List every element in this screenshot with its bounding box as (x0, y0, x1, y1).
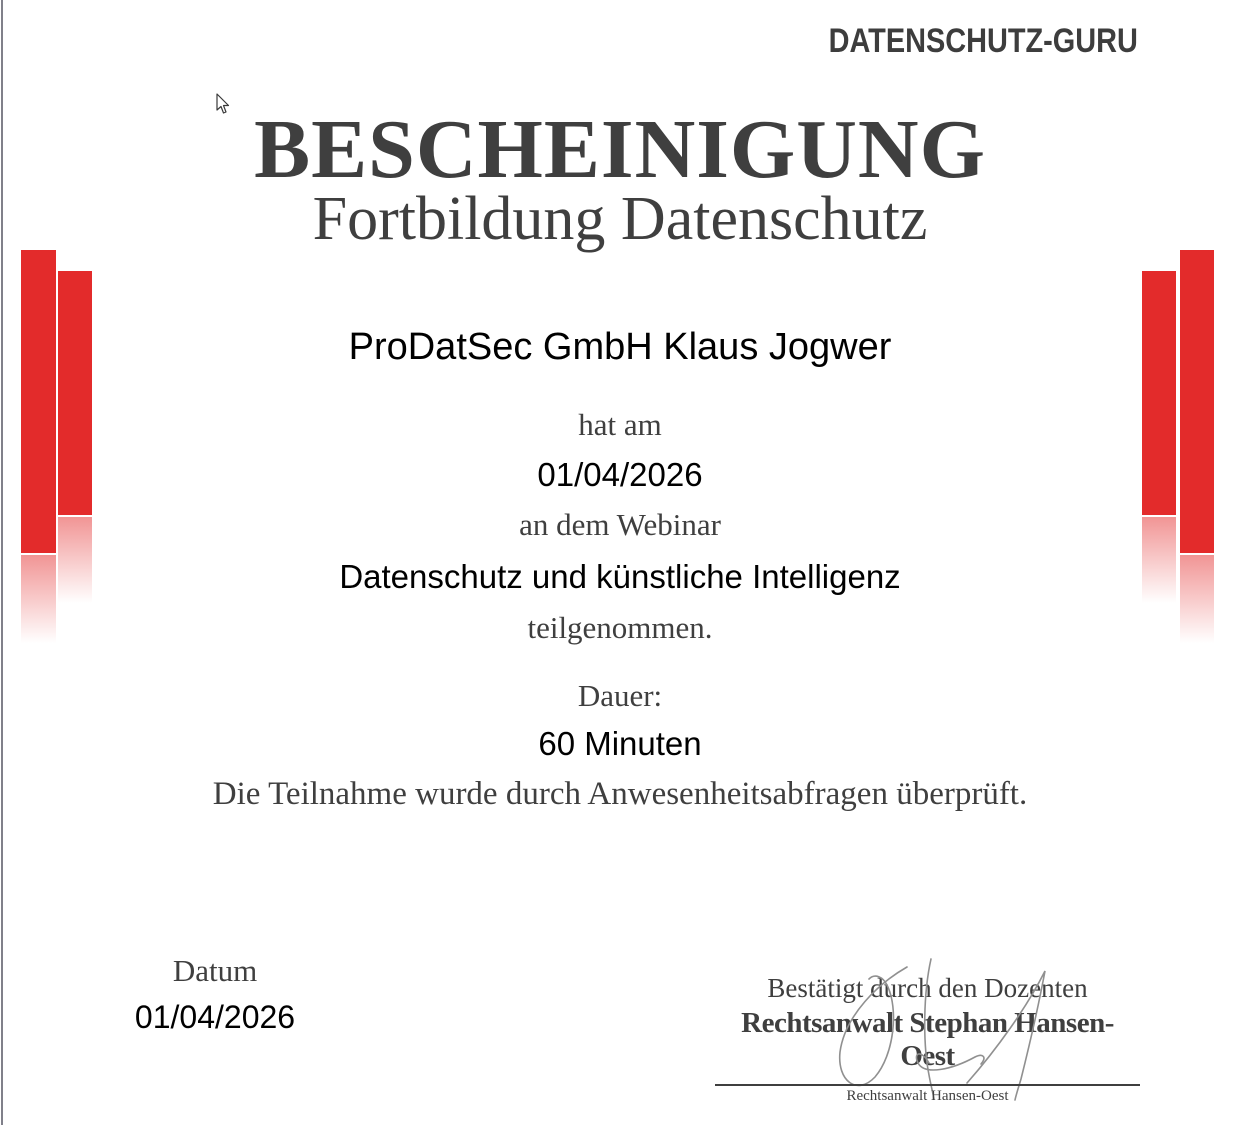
verification-note: Die Teilnahme wurde durch Anwesenheitsabfragen überprüft. (212, 776, 1028, 812)
participant-name: ProDatSec GmbH Klaus Jogwer (348, 326, 892, 368)
date-block (115, 953, 315, 1036)
duration-label: Dauer: (577, 678, 663, 713)
page-subtitle: Fortbildung Datenschutz (312, 185, 928, 253)
line-hat-am: hat am (578, 407, 662, 442)
date-value: 01/04/2026 (134, 999, 296, 1035)
line-webinar-intro: an dem Webinar (519, 507, 721, 542)
brand-logo-text: DATENSCHUTZ-GURU (828, 22, 1138, 60)
certificate-header (0, 103, 1240, 253)
webinar-title: Datenschutz und künstliche Intelligenz (339, 558, 901, 595)
webinar-date: 01/04/2026 (537, 456, 703, 493)
docent-block (715, 973, 1140, 1073)
decor-red-bar-left-outer (21, 250, 56, 553)
signature-rule (715, 1084, 1140, 1086)
line-teilgenommen: teilgenommen. (527, 610, 713, 645)
duration-value: 60 Minuten (538, 725, 702, 762)
date-label: Datum (172, 953, 258, 988)
docent-name: Rechtsanwalt Stephan Hansen-Oest (741, 1007, 1114, 1072)
confirmation-line: Bestätigt durch den Dozenten (767, 973, 1088, 1003)
decor-red-bar-right-outer (1180, 250, 1214, 553)
signature-caption: Rechtsanwalt Hansen-Oest (846, 1088, 1009, 1104)
brand-logo (774, 22, 1138, 61)
page-title: BESCHEINIGUNG (254, 103, 986, 196)
